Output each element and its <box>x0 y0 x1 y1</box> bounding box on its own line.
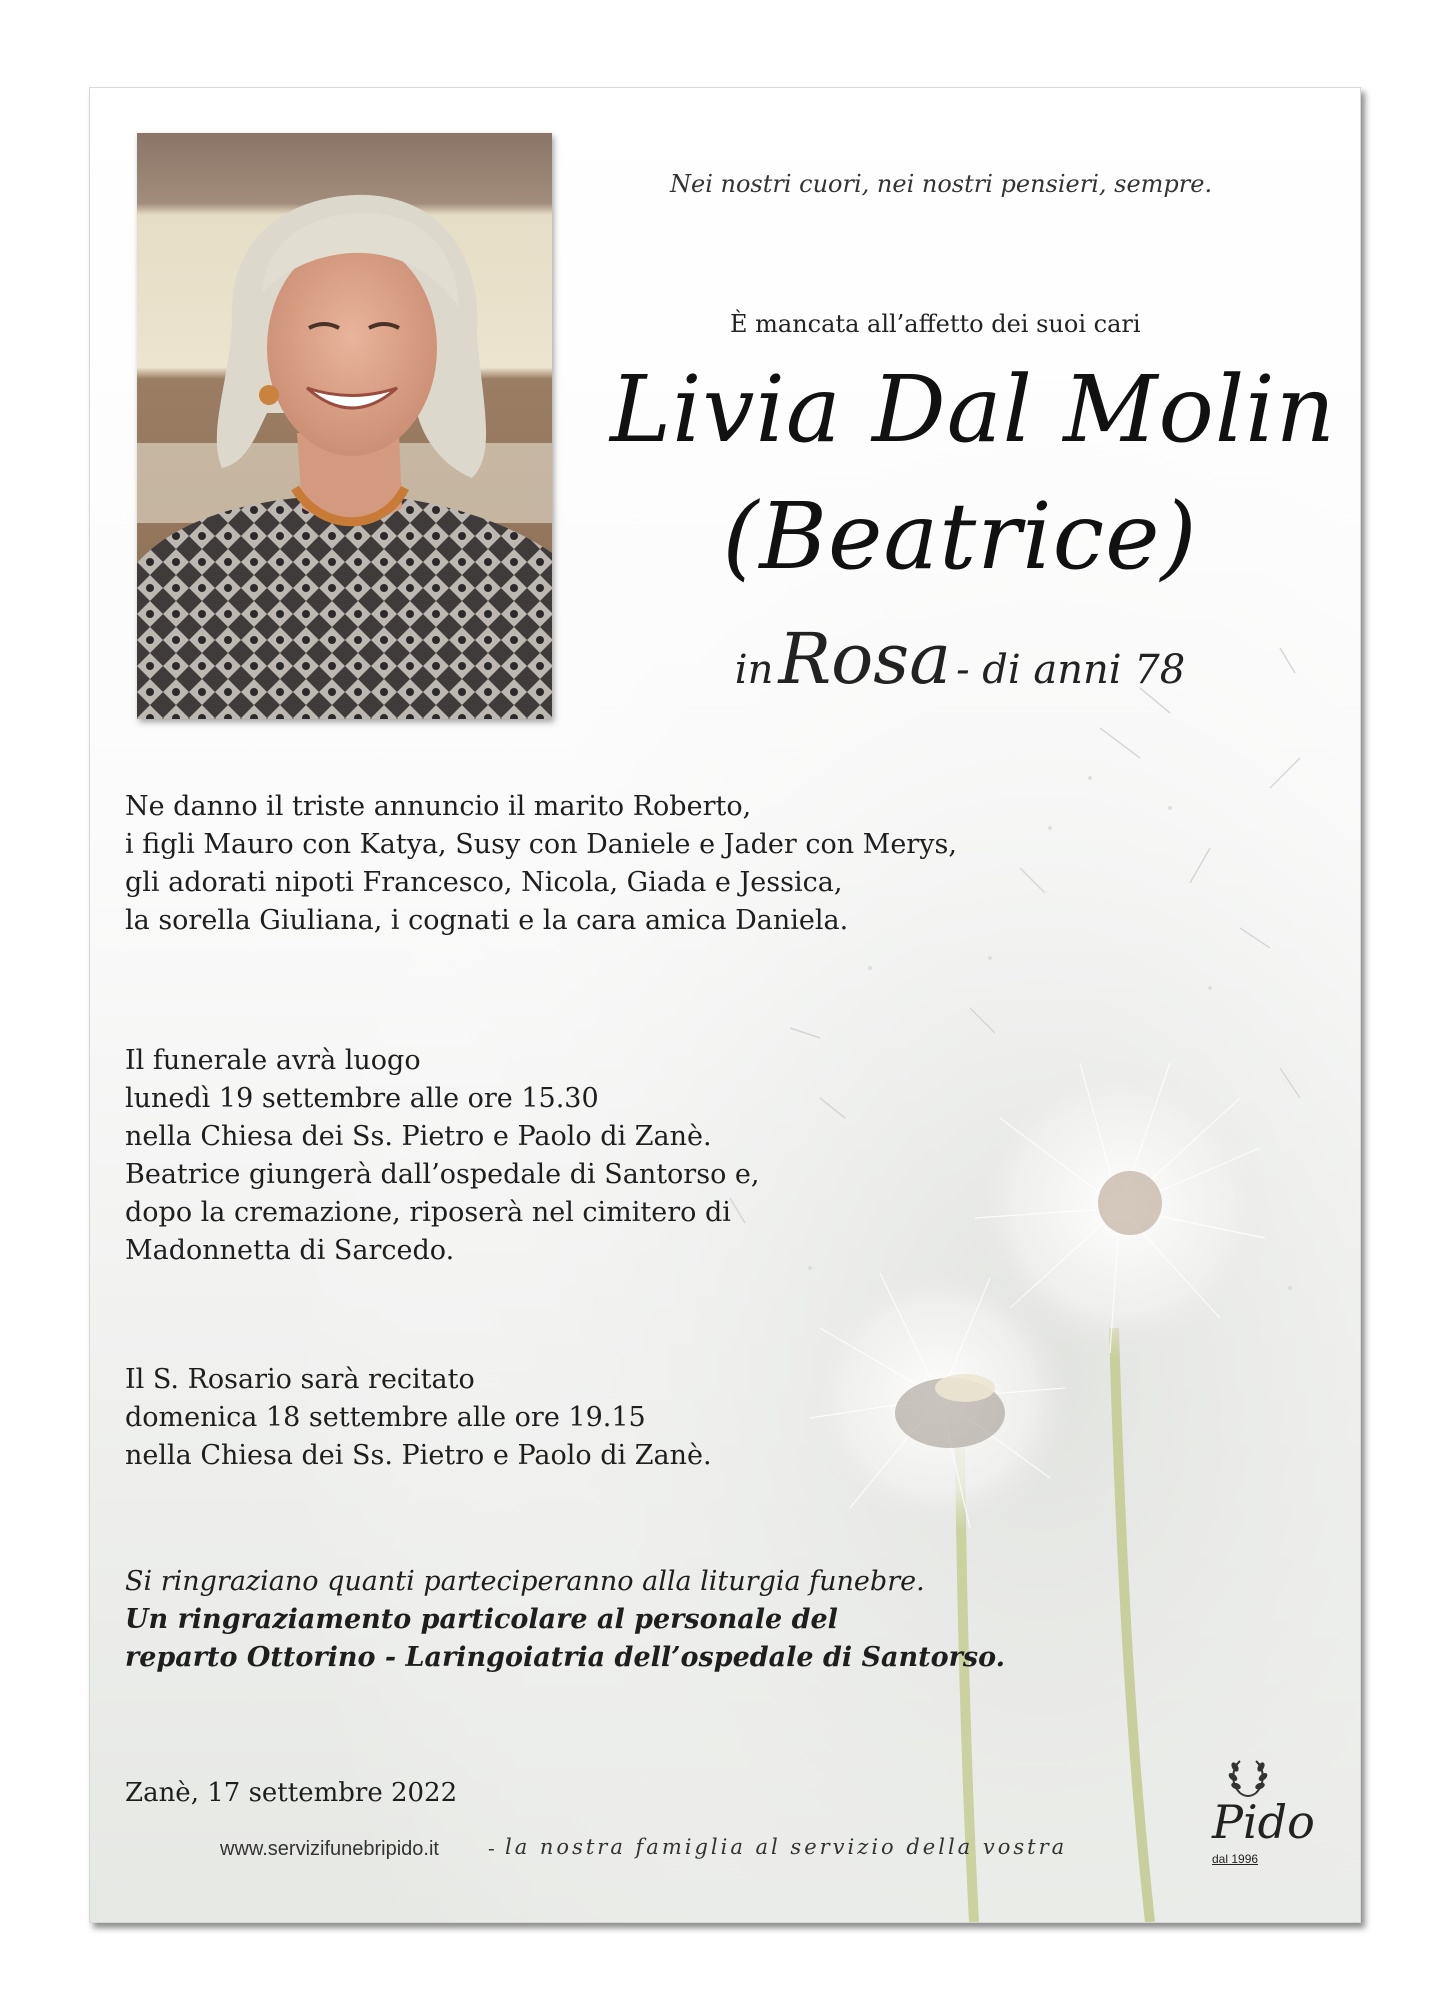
married-name: Rosa <box>778 618 951 700</box>
place-date: Zanè, 17 settembre 2022 <box>125 1778 458 1808</box>
motto-quote: Nei nostri cuori, nei nostri pensieri, sempre. <box>670 170 1213 198</box>
funeral-line: nella Chiesa dei Ss. Pietro e Paolo di Zanè. <box>125 1121 712 1152</box>
married-prefix: in <box>734 647 774 693</box>
thanks-line-bold: reparto Ottorino - Laringoiatria dell’ospedale di Santorso. <box>125 1642 1006 1673</box>
logo-wordmark: Pido <box>1212 1795 1315 1849</box>
announcement-paragraph <box>125 788 957 940</box>
portrait-photo <box>137 133 552 719</box>
thanks-paragraph <box>125 1563 1005 1677</box>
logo-since: dal 1996 <box>1212 1852 1259 1866</box>
funeral-paragraph <box>125 1042 759 1270</box>
deceased-name: Livia Dal Molin <box>610 356 1336 463</box>
obituary-notice <box>89 87 1361 1923</box>
announcement-line: gli adorati nipoti Francesco, Nicola, Giada e Jessica, <box>125 867 843 898</box>
deceased-nickname: (Beatrice) <box>722 483 1198 590</box>
portrait-illustration <box>137 133 552 719</box>
married-name-line <box>610 618 1310 700</box>
funeral-line: lunedì 19 settembre alle ore 15.30 <box>125 1083 599 1114</box>
rosary-line: domenica 18 settembre alle ore 19.15 <box>125 1402 646 1433</box>
lead-text: È mancata all’affetto dei suoi cari <box>730 310 1141 338</box>
website-link[interactable]: www.servizifunebripido.it <box>220 1838 439 1860</box>
rosary-line: Il S. Rosario sarà recitato <box>125 1364 475 1395</box>
footer-separator: - <box>488 1836 495 1860</box>
funeral-line: Madonnetta di Sarcedo. <box>125 1235 455 1266</box>
age-text: - di anni 78 <box>956 647 1186 693</box>
thanks-line-bold: Un ringraziamento particolare al personale del <box>125 1604 838 1635</box>
footer-motto: la nostra famiglia al servizio della vostra <box>505 1835 1068 1859</box>
announcement-line: Ne danno il triste annuncio il marito Roberto, <box>125 791 752 822</box>
funeral-line: dopo la cremazione, riposerà nel cimitero di <box>125 1197 731 1228</box>
announcement-line: la sorella Giuliana, i cognati e la cara amica Daniela. <box>125 905 849 936</box>
rosary-line: nella Chiesa dei Ss. Pietro e Paolo di Zanè. <box>125 1440 712 1471</box>
announcement-line: i figli Mauro con Katya, Susy con Daniele e Jader con Merys, <box>125 829 957 860</box>
funeral-line: Beatrice giungerà dall’ospedale di Santorso e, <box>125 1159 760 1190</box>
rosary-paragraph <box>125 1361 712 1475</box>
thanks-line: Si ringraziano quanti parteciperanno alla liturgia funebre. <box>125 1566 925 1597</box>
funeral-line: Il funerale avrà luogo <box>125 1045 421 1076</box>
